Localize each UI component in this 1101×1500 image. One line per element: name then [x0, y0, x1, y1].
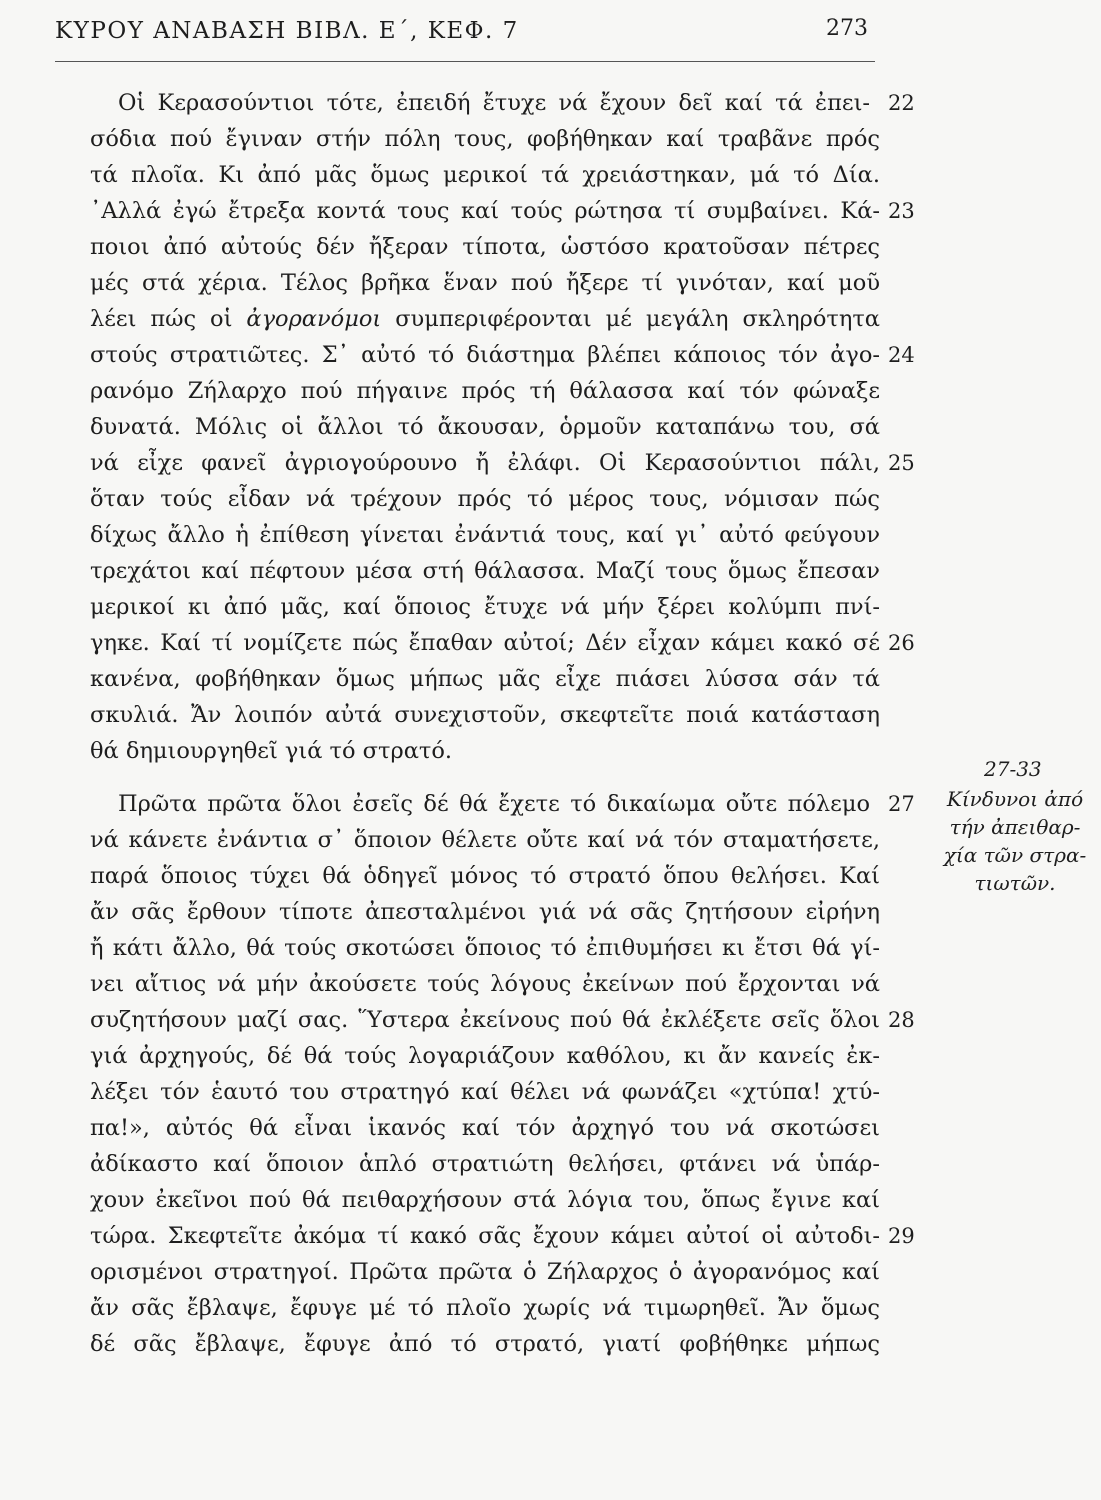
text-line: λέξει τόν ἑαυτό του στρατηγό καί θέλει νά φωνάζει «χτύπα! χτύ-	[90, 1079, 880, 1105]
header-rule	[55, 61, 875, 62]
text-line: μερικοί κι ἀπό μᾶς, καί ὅποιος ἔτυχε νά μήν ξέρει κολύμπι πνί-	[90, 594, 880, 620]
text-line: νει αἴτιος νά μήν ἀκούσετε τούς λόγους ἐκείνων πού ἔρχονται νά	[90, 971, 880, 997]
text-line: ἀδίκαστο καί ὅποιον ἁπλό στρατιώτη θελήσει, φτάνει νά ὑπάρ-	[90, 1151, 880, 1177]
text-line: δυνατά. Μόλις οἱ ἄλλοι τό ἄκουσαν, ὁρμοῦν καταπάνω του, σά	[90, 414, 880, 440]
text-line: νά εἶχε φανεῖ ἀγριογούρουνο ἤ ἐλάφι. Οἱ Κερασούντιοι πάλι,	[90, 450, 880, 476]
text-line: θά δημιουργηθεῖ γιά τό στρατό.	[90, 738, 453, 764]
sidenote-range: 27-33	[984, 757, 1042, 781]
text-line: κανένα, φοβήθηκαν ὅμως μήπως μᾶς εἶχε πιάσει λύσσα σάν τά	[90, 666, 880, 692]
running-header: ΚΥΡΟΥ ΑΝΑΒΑΣΗ ΒΙΒΛ. Ε΄, ΚΕΦ. 7	[55, 18, 519, 44]
text-line: ποιοι ἀπό αὐτούς δέν ἤξεραν τίποτα, ὡστόσο κρατοῦσαν πέτρες	[90, 234, 880, 260]
text-line: ρανόμο Ζήλαρχο πού πήγαινε πρός τή θάλασσα καί τόν φώναξε	[90, 378, 880, 404]
text-line: σόδια πού ἔγιναν στήν πόλη τους, φοβήθηκαν καί τραβᾶνε πρός	[90, 126, 880, 152]
text-line: παρά ὅποιος τύχει θά ὁδηγεῖ μόνος τό στρατό ὅπου θελήσει. Καί	[90, 863, 880, 889]
text-line: συζητήσουν μαζί σας. Ὕστερα ἐκείνους πού θά ἐκλέξετε σεῖς ὅλοι	[90, 1007, 880, 1033]
text-line: ἤ κάτι ἄλλο, θά τούς σκοτώσει ὅποιος τό ἐπιθυμήσει κι ἔτσι θά γί-	[90, 935, 880, 961]
text-line: Οἱ Κερασούντιοι τότε, ἐπειδή ἔτυχε νά ἔχουν δεῖ καί τά ἐπει-	[118, 90, 870, 116]
verse-number: 26	[888, 631, 915, 655]
text-line: ἄν σᾶς ἔβλαψε, ἔφυγε μέ τό πλοῖο χωρίς νά τιμωρηθεῖ. Ἄν ὅμως	[90, 1295, 880, 1321]
text-line: πα!», αὐτός θά εἶναι ἱκανός καί τόν ἀρχηγό του νά σκοτώσει	[90, 1115, 880, 1141]
text-line: δέ σᾶς ἔβλαψε, ἔφυγε ἀπό τό στρατό, γιατί φοβήθηκε μήπως	[90, 1331, 880, 1357]
text-line: ἄν σᾶς ἔρθουν τίποτε ἀπεσταλμένοι γιά νά σᾶς ζητήσουν εἰρήνη	[90, 899, 880, 925]
verse-number: 27	[888, 792, 915, 816]
sidenote-line: τιωτῶν.	[974, 871, 1056, 895]
text-line: σκυλιά. Ἄν λοιπόν αὐτά συνεχιστοῦν, σκεφτεῖτε ποιά κατάσταση	[90, 702, 880, 728]
text-line: τρεχάτοι καί πέφτουν μέσα στή θάλασσα. Μαζί τους ὅμως ἔπεσαν	[90, 558, 880, 584]
sidenote-line: τήν ἀπειθαρ-	[949, 815, 1081, 839]
text-line: τά πλοῖα. Κι ἀπό μᾶς ὅμως μερικοί τά χρειάστηκαν, μά τό Δία.	[90, 162, 880, 188]
text-line: Πρῶτα πρῶτα ὅλοι ἐσεῖς δέ θά ἔχετε τό δικαίωμα οὔτε πόλεμο	[118, 791, 870, 817]
text-line	[90, 304, 880, 336]
text-line: ορισμένοι στρατηγοί. Πρῶτα πρῶτα ὁ Ζήλαρχος ὁ ἀγορανόμος καί	[90, 1259, 880, 1285]
sidenote-line: Κίνδυνοι ἀπό	[946, 787, 1084, 811]
verse-number: 29	[888, 1224, 915, 1248]
text-line: τώρα. Σκεφτεῖτε ἀκόμα τί κακό σᾶς ἔχουν κάμει αὐτοί οἱ αὐτοδι-	[90, 1223, 880, 1249]
text-line: στούς στρατιῶτες. Σ᾿ αὐτό τό διάστημα βλέπει κάποιος τόν ἀγο-	[90, 342, 880, 368]
text-line: ὅταν τούς εἶδαν νά τρέχουν πρός τό μέρος τους, νόμισαν πώς	[90, 486, 880, 512]
text-line: ᾿Αλλά ἐγώ ἔτρεξα κοντά τους καί τούς ρώτησα τί συμβαίνει. Κά-	[90, 198, 880, 224]
sidenote-line: χία τῶν στρα-	[943, 843, 1087, 867]
text-fragment: συμπεριφέρονται μέ μεγάλη σκληρότητα	[395, 306, 880, 332]
text-line: δίχως ἄλλο ἡ ἐπίθεση γίνεται ἐνάντιά τους, καί γι᾿ αὐτό φεύγουν	[90, 522, 880, 548]
text-fragment: λέει πώς οἱ	[90, 306, 233, 332]
text-line: χουν ἐκεῖνοι πού θά πειθαρχήσουν στά λόγια του, ὅπως ἔγινε καί	[90, 1187, 880, 1213]
verse-number: 22	[888, 91, 915, 115]
verse-number: 25	[888, 451, 915, 475]
text-line: νά κάνετε ἐνάντια σ᾿ ὅποιον θέλετε οὔτε καί νά τόν σταματήσετε,	[90, 827, 880, 853]
text-line: γηκε. Καί τί νομίζετε πώς ἔπαθαν αὐτοί; Δέν εἶχαν κάμει κακό σέ	[90, 630, 880, 656]
verse-number: 28	[888, 1008, 915, 1032]
page-number: 273	[826, 16, 868, 41]
verse-number: 24	[888, 343, 915, 367]
text-line: γιά ἀρχηγούς, δέ θά τούς λογαριάζουν καθόλου, κι ἄν κανείς ἐκ-	[90, 1043, 880, 1069]
verse-number: 23	[888, 199, 915, 223]
text-line: μές στά χέρια. Τέλος βρῆκα ἕναν πού ἤξερε τί γινόταν, καί μοῦ	[90, 270, 880, 296]
italic-term: ἀγορανόμοι	[246, 306, 382, 332]
